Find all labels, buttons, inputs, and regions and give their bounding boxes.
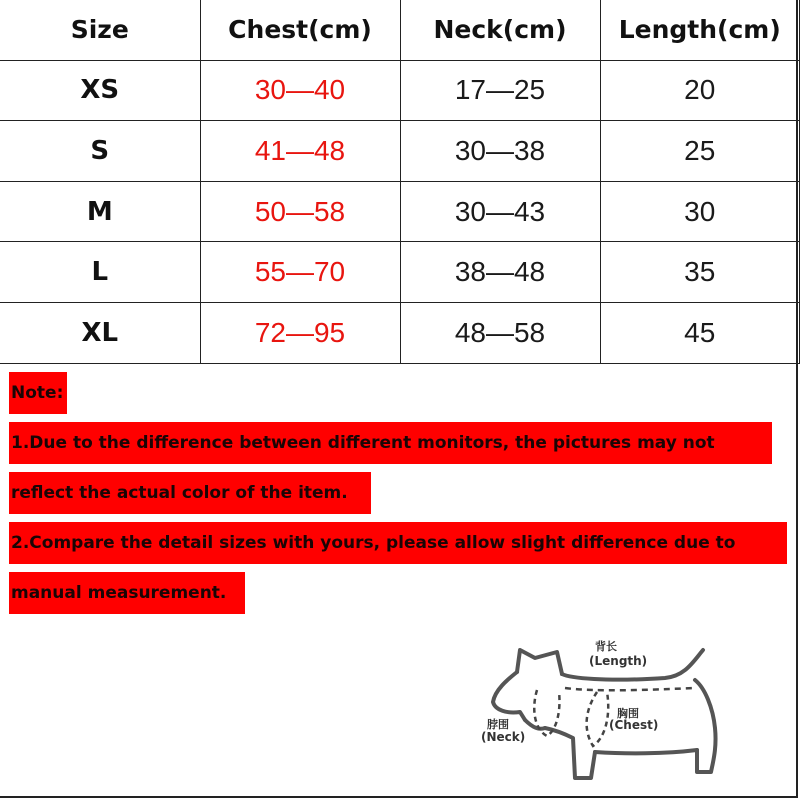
chest-cell: 30—40 [200, 60, 400, 121]
table-row [0, 60, 800, 121]
note-line-1a: 1.Due to the difference between different monitors, the pictures may not [9, 422, 772, 464]
length-cell: 30 [600, 181, 800, 242]
chest-cell: 55—70 [200, 242, 400, 303]
neck-label-en: (Neck) [481, 730, 526, 744]
header-chest: Chest(cm) [200, 0, 400, 60]
length-cell: 35 [600, 242, 800, 303]
table-row [0, 121, 800, 182]
header-length: Length(cm) [600, 0, 800, 60]
note-line-1b: reflect the actual color of the item. [9, 472, 371, 514]
size-cell: M [0, 181, 200, 242]
neck-cell: 48—58 [400, 302, 600, 363]
size-cell: XL [0, 302, 200, 363]
header-size: Size [0, 0, 200, 60]
note-line-2b: manual measurement. [9, 572, 245, 614]
chest-label-en: (Chest) [609, 718, 659, 732]
length-label-en: (Length) [589, 654, 648, 668]
note-title: Note: [9, 372, 67, 414]
length-measure-line [565, 688, 695, 690]
length-cell: 25 [600, 121, 800, 182]
neck-cell: 38—48 [400, 242, 600, 303]
size-cell: XS [0, 60, 200, 121]
length-label-cn: 背长 [595, 640, 617, 653]
length-cell: 45 [600, 302, 800, 363]
header-neck: Neck(cm) [400, 0, 600, 60]
size-cell: S [0, 121, 200, 182]
chest-cell: 50—58 [200, 181, 400, 242]
neck-label-cn: 脖围 [487, 718, 509, 731]
chest-cell: 41—48 [200, 121, 400, 182]
table-row [0, 181, 800, 242]
chest-measure-line [587, 692, 609, 746]
size-cell: L [0, 242, 200, 303]
length-cell: 20 [600, 60, 800, 121]
note-line-2a: 2.Compare the detail sizes with yours, please allow slight difference due to [9, 522, 787, 564]
size-chart-table [0, 0, 800, 364]
neck-cell: 17—25 [400, 60, 600, 121]
neck-cell: 30—43 [400, 181, 600, 242]
chest-label-cn: 胸围 [617, 707, 639, 720]
header-row [0, 0, 800, 60]
neck-cell: 30—38 [400, 121, 600, 182]
table-row [0, 302, 800, 363]
chest-cell: 72—95 [200, 302, 400, 363]
table-row [0, 242, 800, 303]
dog-measurement-diagram [465, 630, 735, 795]
